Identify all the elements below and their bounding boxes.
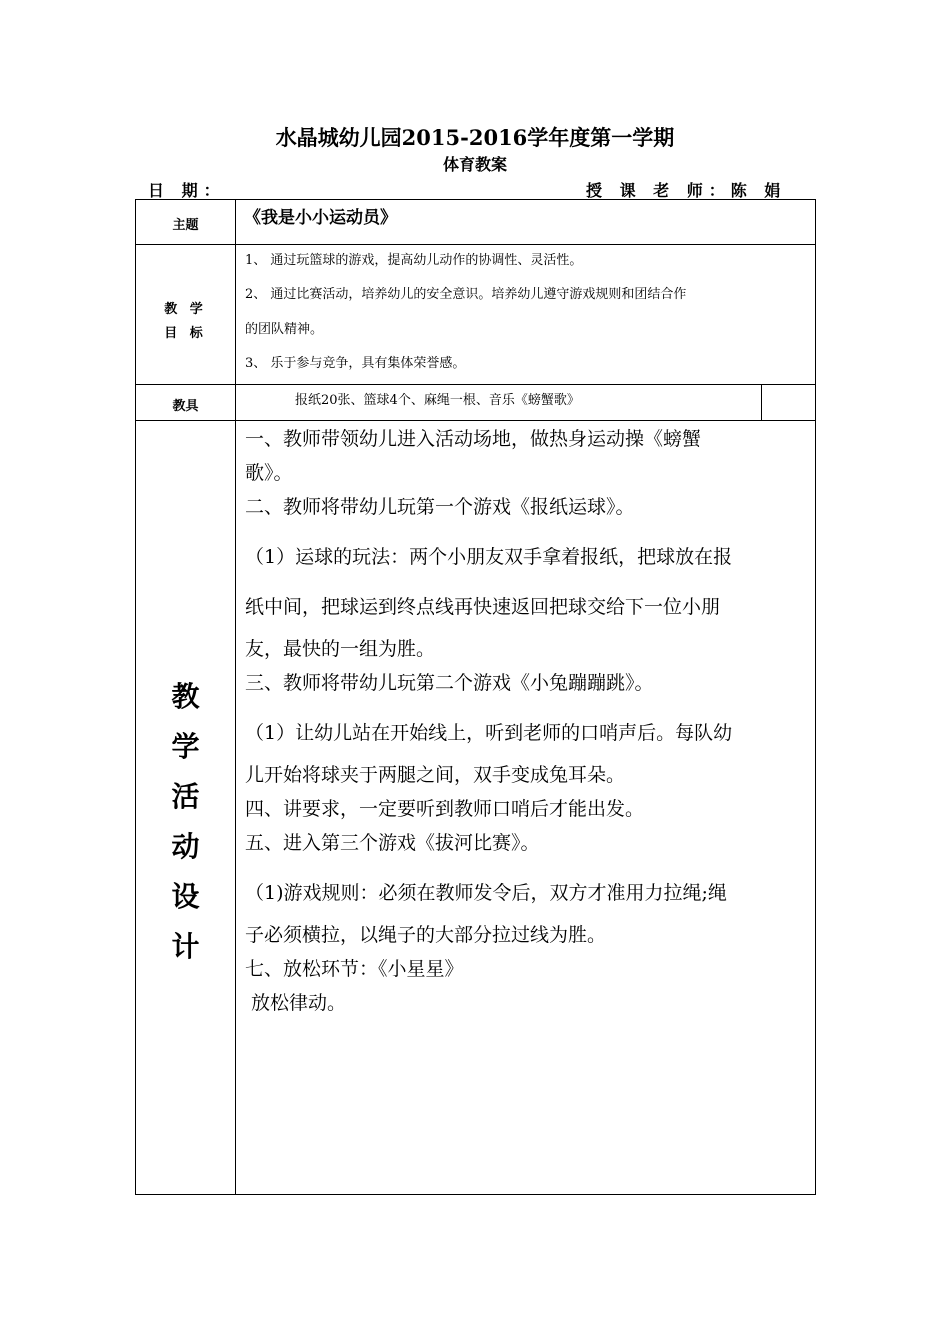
tools-cell-divider — [761, 384, 762, 420]
step-line: （1）让幼儿站在开始线上，听到老师的口哨声后。每队幼 — [245, 722, 733, 744]
goals-label-line-2: 目 标 — [164, 326, 207, 341]
design-label — [136, 672, 235, 972]
document-title: 水晶城幼儿园2015-2016学年度第一学期 — [275, 125, 675, 150]
step-line: （1）运球的玩法：两个小朋友双手拿着报纸，把球放在报 — [245, 546, 733, 568]
goal-item: 2、 通过比赛活动，培养幼儿的安全意识。培养幼儿遵守游戏规则和团结合作 — [245, 287, 687, 302]
step-line: 纸中间，把球运到终点线再快速返回把球交给下一位小朋 — [245, 596, 721, 618]
theme-label: 主题 — [172, 218, 199, 233]
goal-item: 1、 通过玩篮球的游戏，提高幼儿动作的协调性、灵活性。 — [245, 253, 583, 268]
teacher-label: 授 课 老 师： — [586, 181, 731, 200]
goal-item: 的团队精神。 — [245, 322, 324, 337]
step-line: 五、进入第三个游戏《拔河比赛》。 — [245, 832, 540, 854]
date-label: 日 期： — [148, 181, 226, 200]
design-label-char: 学 — [171, 730, 200, 763]
design-label-char: 设 — [171, 880, 200, 913]
step-line: 二、教师将带幼儿玩第一个游戏《报纸运球》。 — [245, 496, 635, 518]
teacher-info — [586, 178, 786, 201]
step-line: 一、教师带领幼儿进入活动场地，做热身运动操《螃蟹 — [245, 428, 702, 450]
row-divider-goals — [135, 384, 816, 385]
step-line: 歌》。 — [245, 462, 293, 484]
tools-value: 报纸20张、篮球4个、麻绳一根、音乐《螃蟹歌》 — [295, 393, 580, 408]
goals-label-line-1: 教 学 — [164, 302, 207, 317]
step-line: 子必须横拉，以绳子的大部分拉过线为胜。 — [245, 924, 607, 946]
goal-item: 3、 乐于参与竞争，具有集体荣誉感。 — [245, 356, 466, 371]
tools-label: 教具 — [172, 399, 199, 414]
step-line: 七、放松环节：《小星星》 — [245, 958, 464, 980]
design-label-char: 动 — [171, 830, 200, 863]
activity-steps — [245, 422, 810, 1020]
row-divider-theme — [135, 244, 816, 245]
step-line: （1)游戏规则：必须在教师发令后，双方才准用力拉绳;绳 — [245, 882, 727, 904]
design-label-char: 计 — [171, 930, 200, 963]
theme-value: 《我是小小运动员》 — [244, 208, 397, 228]
step-line: 友，最快的一组为胜。 — [245, 638, 436, 660]
column-divider — [235, 199, 236, 1195]
design-label-char: 活 — [171, 780, 200, 813]
document-subtitle: 体育教案 — [442, 155, 507, 174]
step-line: 四、讲要求，一定要听到教师口哨后才能出发。 — [245, 798, 645, 820]
teacher-name: 陈 娟 — [730, 181, 787, 200]
step-line: 三、教师将带幼儿玩第二个游戏《小兔蹦蹦跳》。 — [245, 672, 654, 694]
step-line: 放松律动。 — [245, 992, 347, 1014]
step-line: 儿开始将球夹于两腿之间，双手变成兔耳朵。 — [245, 764, 626, 786]
row-divider-tools — [135, 420, 816, 421]
design-label-char: 教 — [171, 680, 200, 713]
